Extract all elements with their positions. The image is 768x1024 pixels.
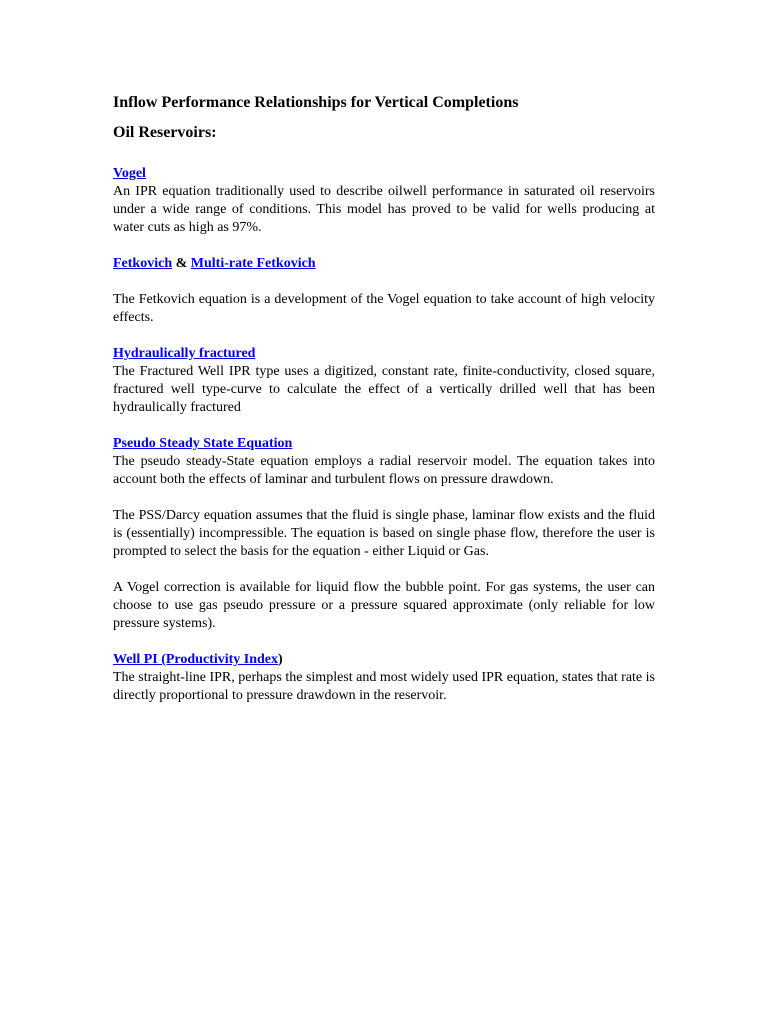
vogel-heading: [113, 165, 655, 183]
pss-description-2: The PSS/Darcy equation assumes that the fluid is single phase, laminar flow exists and the fluid is (essentially) incompressible. The equation is based on single phase flow, therefore the user is prompted to select the basis for the equation - either Liquid or Gas.: [113, 508, 655, 559]
pss-description-1: The pseudo steady-State equation employs a radial reservoir model. The equation takes into account both the effects of laminar and turbulent flows on pressure drawdown.: [113, 454, 655, 487]
well-pi-closing-paren: ): [278, 652, 283, 667]
pss-heading: [113, 435, 655, 453]
vogel-description: An IPR equation traditionally used to describe oilwell performance in saturated oil reservoirs under a wide range of conditions. This model has proved to be valid for wells producing at water cuts as high as 97%.: [113, 184, 655, 235]
pss-description-3: A Vogel correction is available for liquid flow the bubble point. For gas systems, the user can choose to use gas pseudo pressure or a pressure squared approximate (only reliable for low pressure systems).: [113, 580, 655, 631]
hydraulically-fractured-link[interactable]: Hydraulically fractured: [113, 346, 256, 361]
ampersand-text: &: [172, 256, 191, 271]
section-well-pi: [113, 651, 655, 705]
section-vogel: [113, 165, 655, 237]
fetkovich-link[interactable]: Fetkovich: [113, 256, 173, 271]
section-title-oil-reservoirs: Oil Reservoirs:: [113, 124, 217, 141]
wellpi-description: The straight-line IPR, perhaps the simplest and most widely used IPR equation, states that rate is directly proportional to pressure drawdown in the reservoir.: [113, 670, 655, 703]
vogel-link[interactable]: Vogel: [113, 166, 146, 181]
pseudo-steady-state-link[interactable]: Pseudo Steady State Equation: [113, 436, 293, 451]
hydraulic-description: The Fractured Well IPR type uses a digitized, constant rate, finite-conductivity, closed square, fractured well type-curve to calculate the effect of a vertically drilled well that has been hydraulically fractured: [113, 364, 655, 415]
multi-rate-fetkovich-link[interactable]: Multi-rate Fetkovich: [190, 256, 316, 271]
section-fetkovich: [113, 255, 655, 327]
document-title: Inflow Performance Relationships for Vertical Completions: [113, 94, 519, 111]
well-pi-link[interactable]: Well PI (Productivity Index: [113, 652, 279, 667]
fetkovich-heading: [113, 255, 655, 273]
hydraulic-heading: [113, 345, 655, 363]
fetkovich-description: The Fetkovich equation is a development of the Vogel equation to take account of high velocity effects.: [113, 292, 655, 325]
section-hydraulically-fractured: [113, 345, 655, 417]
wellpi-heading: [113, 651, 655, 669]
section-pseudo-steady-state: [113, 435, 655, 633]
